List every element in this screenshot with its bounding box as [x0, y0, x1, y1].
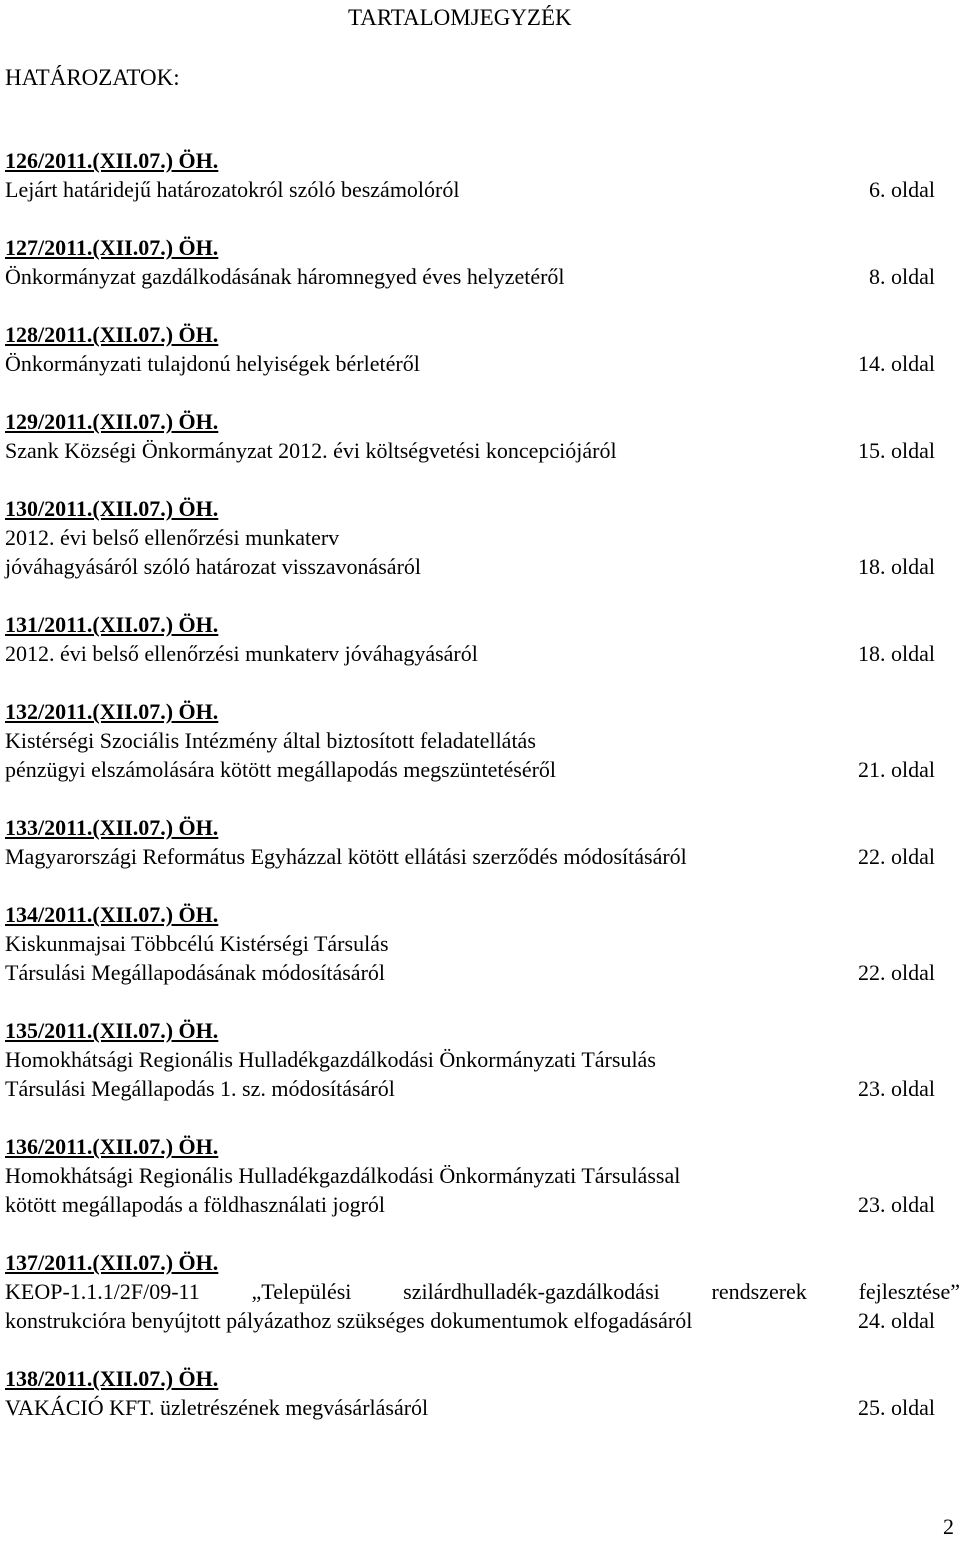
page-reference: 8. oldal: [869, 264, 935, 289]
page-reference: 21. oldal: [858, 757, 935, 782]
page-number: 2: [943, 1514, 954, 1539]
page-reference: 14. oldal: [858, 351, 935, 376]
resolution-title: Szank Községi Önkormányzat 2012. évi költségvetési koncepciójáról: [5, 438, 617, 463]
resolution-title-line-1: [5, 1277, 960, 1306]
toc-entry: [5, 146, 935, 204]
resolution-number: 137/2011.(XII.07.) ÖH.: [5, 1250, 219, 1275]
resolution-title-line-1: Homokhátsági Regionális Hulladékgazdálkodási Önkormányzati Társulás: [5, 1047, 656, 1072]
page-reference: 22. oldal: [858, 844, 935, 869]
resolution-title: Magyarországi Református Egyházzal kötött ellátási szerződés módosításáról: [5, 844, 687, 869]
title-word: fejlesztése”: [858, 1279, 960, 1304]
resolution-title-line-2: pénzügyi elszámolására kötött megállapodás megszüntetéséről: [5, 757, 557, 782]
toc-entry: [5, 697, 935, 784]
resolution-number: 127/2011.(XII.07.) ÖH.: [5, 235, 219, 260]
resolution-number: 134/2011.(XII.07.) ÖH.: [5, 902, 219, 927]
title-word: KEOP-1.1.1/2F/09-11: [5, 1279, 200, 1304]
page-reference: 23. oldal: [858, 1192, 935, 1217]
toc-entry: [5, 320, 935, 378]
resolution-number: 131/2011.(XII.07.) ÖH.: [5, 612, 219, 637]
resolution-number: 130/2011.(XII.07.) ÖH.: [5, 496, 219, 521]
toc-entry: [5, 233, 935, 291]
page-reference: 22. oldal: [858, 960, 935, 985]
resolution-number: 129/2011.(XII.07.) ÖH.: [5, 409, 219, 434]
page-reference: 18. oldal: [858, 641, 935, 666]
resolution-title-line-2: konstrukcióra benyújtott pályázathoz szükséges dokumentumok elfogadásáról: [5, 1308, 693, 1333]
resolution-title-line-2: Társulási Megállapodásának módosításáról: [5, 960, 386, 985]
resolution-title-line-2: Társulási Megállapodás 1. sz. módosításáról: [5, 1076, 395, 1101]
toc-entry: [5, 813, 935, 871]
resolution-title: Önkormányzati tulajdonú helyiségek bérletéről: [5, 351, 420, 376]
page-reference: 23. oldal: [858, 1076, 935, 1101]
resolution-number: 136/2011.(XII.07.) ÖH.: [5, 1134, 219, 1159]
resolution-title-line-1: Kiskunmajsai Többcélú Kistérségi Társulás: [5, 931, 389, 956]
resolution-title: VAKÁCIÓ KFT. üzletrészének megvásárlásáról: [5, 1395, 429, 1420]
resolution-title-line-2: kötött megállapodás a földhasználati jogról: [5, 1192, 386, 1217]
title-word: „Települési: [251, 1279, 352, 1304]
page-reference: 25. oldal: [858, 1395, 935, 1420]
toc-entry: [5, 1016, 935, 1103]
resolution-number: 135/2011.(XII.07.) ÖH.: [5, 1018, 219, 1043]
resolution-title-line-1: Kistérségi Szociális Intézmény által biztosított feladatellátás: [5, 728, 536, 753]
page-reference: 18. oldal: [858, 554, 935, 579]
title-word: rendszerek: [711, 1279, 807, 1304]
resolution-title-line-2: jóváhagyásáról szóló határozat visszavonásáról: [5, 554, 422, 579]
resolution-number: 132/2011.(XII.07.) ÖH.: [5, 699, 219, 724]
resolution-number: 138/2011.(XII.07.) ÖH.: [5, 1366, 219, 1391]
section-heading: HATÁROZATOK:: [5, 65, 180, 90]
resolution-title: 2012. évi belső ellenőrzési munkaterv jóváhagyásáról: [5, 641, 478, 666]
toc-entry: [5, 407, 935, 465]
page-title: TARTALOMJEGYZÉK: [348, 5, 572, 30]
toc-entry: [5, 494, 935, 581]
toc-entry: [5, 1364, 935, 1422]
toc-entry: [5, 1248, 960, 1335]
title-word: szilárdhulladék-gazdálkodási: [403, 1279, 660, 1304]
toc-entry: [5, 900, 935, 987]
resolution-title: Önkormányzat gazdálkodásának háromnegyed éves helyzetéről: [5, 264, 565, 289]
resolution-number: 128/2011.(XII.07.) ÖH.: [5, 322, 219, 347]
page-reference: 24. oldal: [858, 1308, 935, 1333]
resolution-number: 133/2011.(XII.07.) ÖH.: [5, 815, 219, 840]
page-reference: 15. oldal: [858, 438, 935, 463]
resolution-title-line-1: Homokhátsági Regionális Hulladékgazdálkodási Önkormányzati Társulással: [5, 1163, 681, 1188]
page-reference: 6. oldal: [869, 177, 935, 202]
resolution-title-line-1: 2012. évi belső ellenőrzési munkaterv: [5, 525, 340, 550]
table-of-contents: [5, 146, 960, 1451]
resolution-number: 126/2011.(XII.07.) ÖH.: [5, 148, 219, 173]
toc-entry: [5, 1132, 935, 1219]
resolution-title: Lejárt határidejű határozatokról szóló beszámolóról: [5, 177, 460, 202]
toc-entry: [5, 610, 935, 668]
